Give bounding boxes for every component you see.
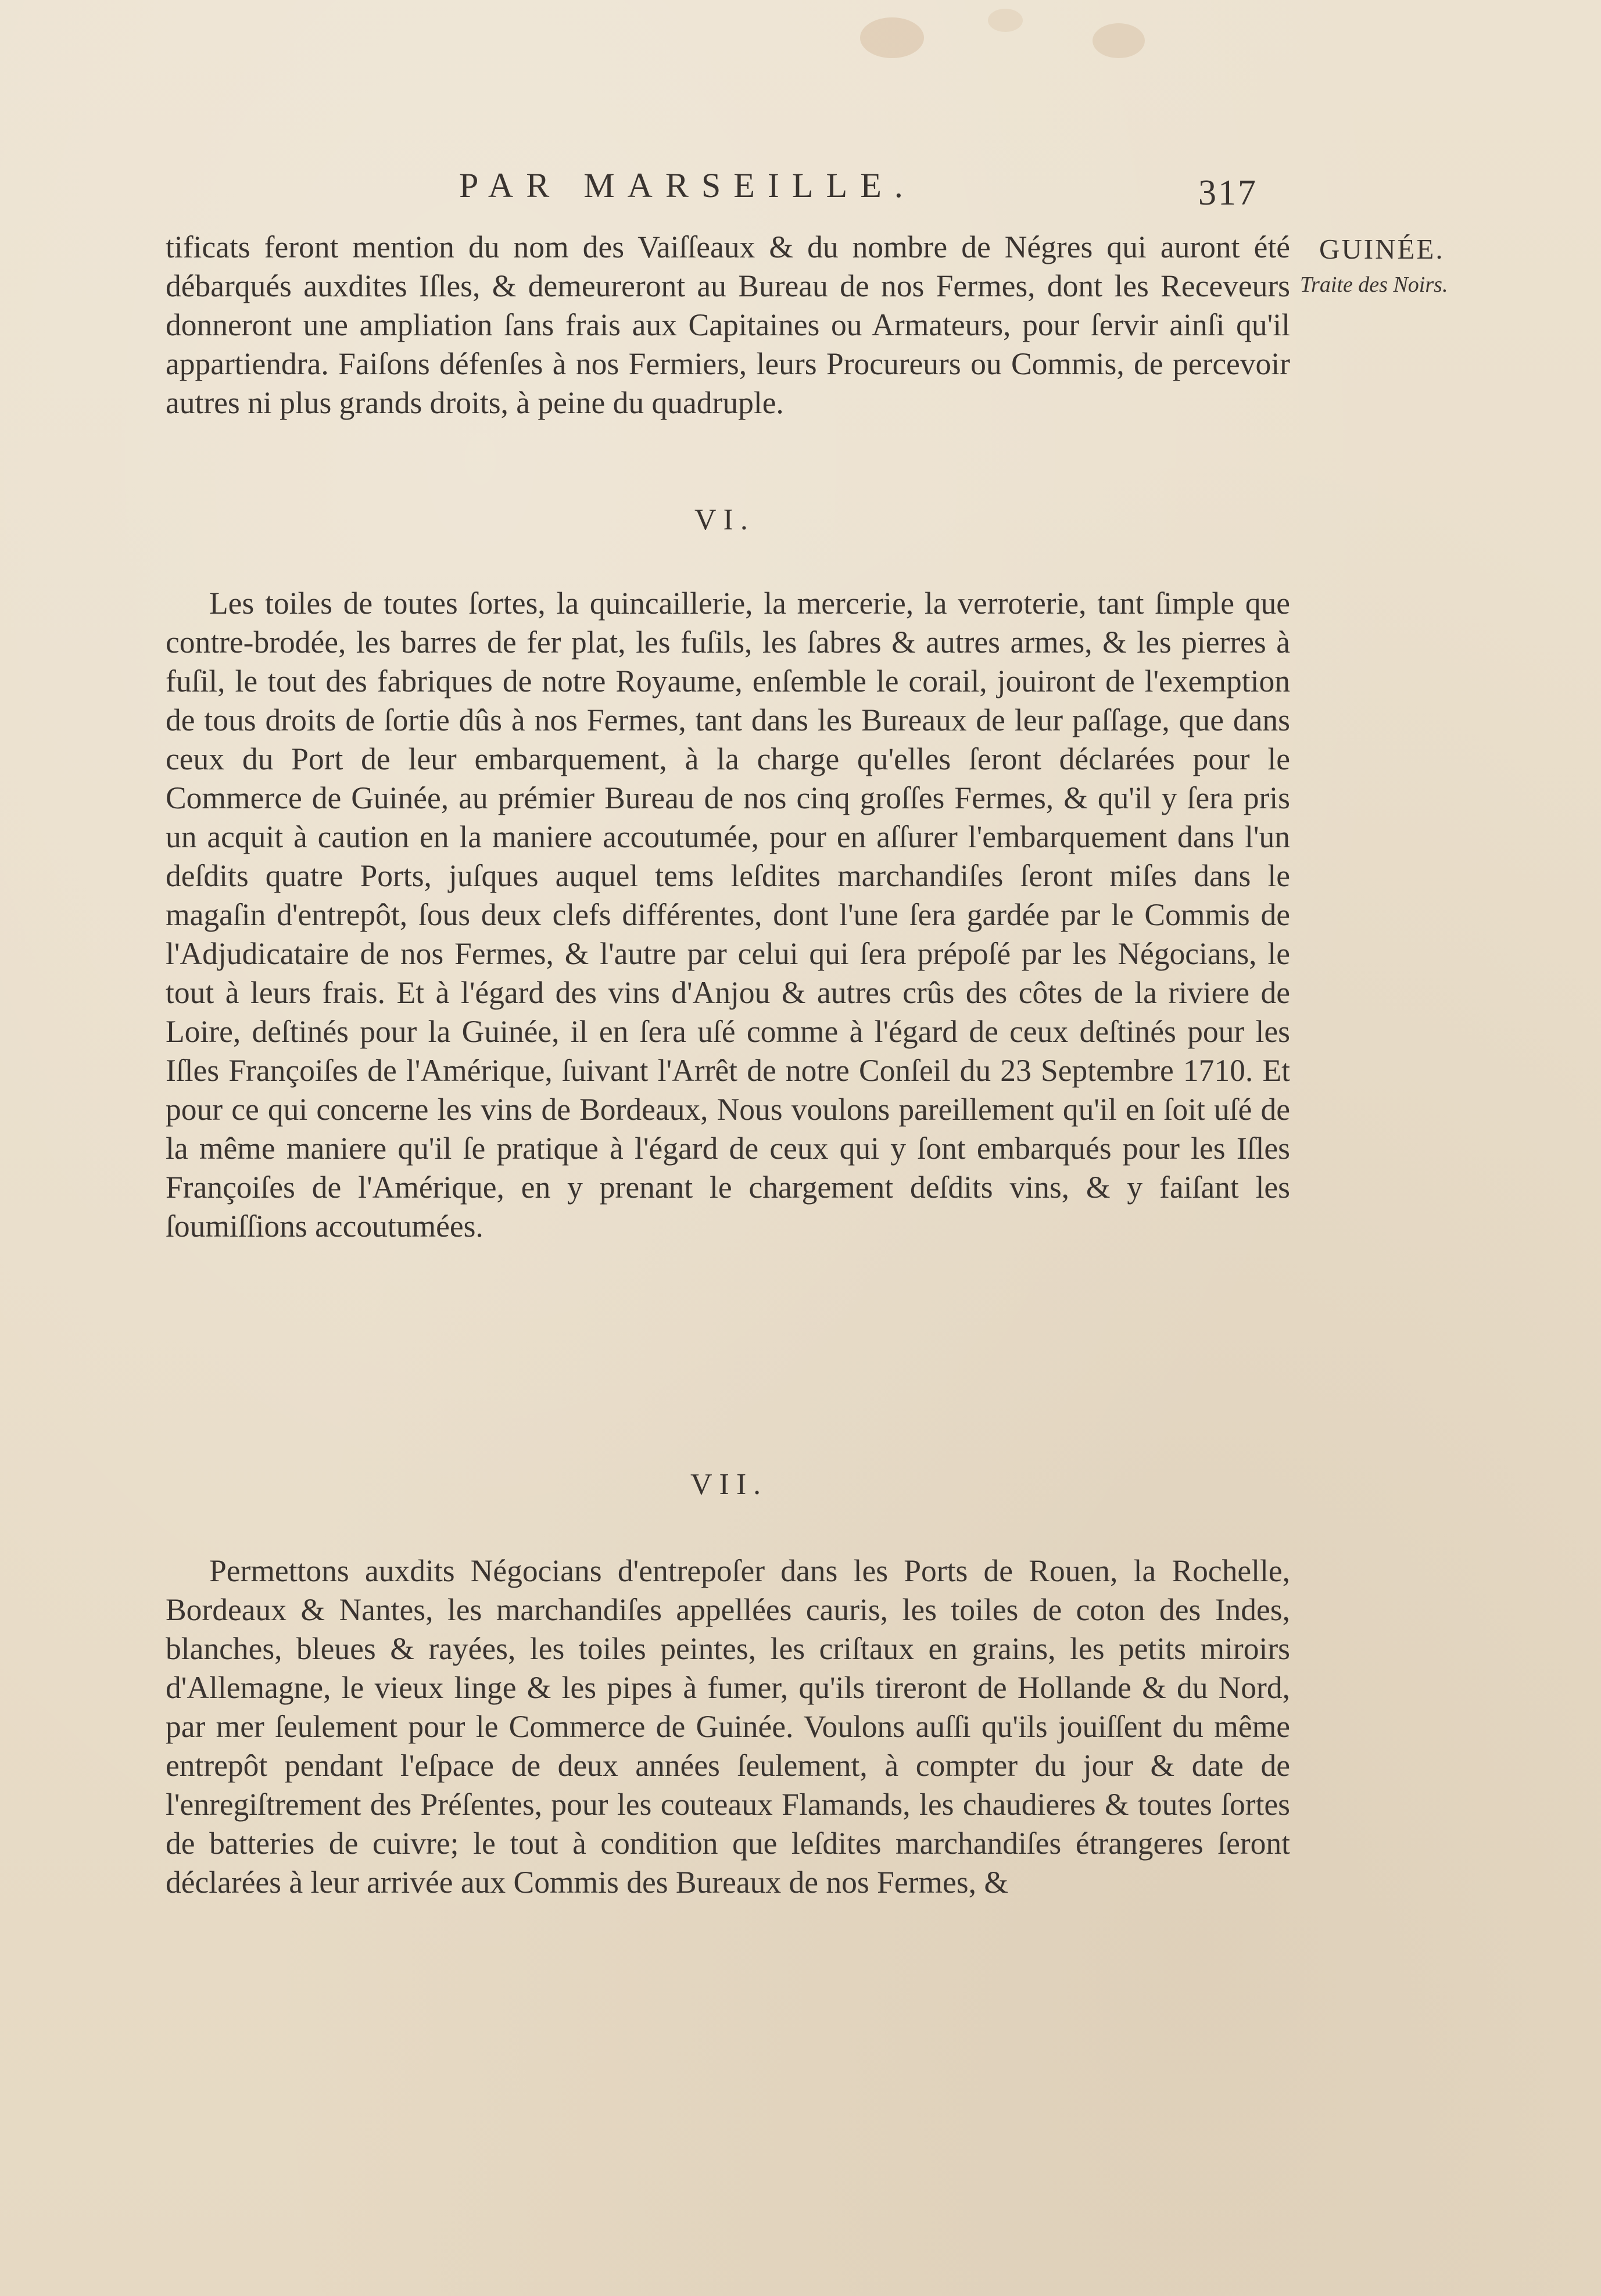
article-heading-vi: VI. [694,503,755,536]
paper-stain [860,17,924,58]
running-title: PAR MARSEILLE. [459,166,916,205]
paper-stain [988,9,1023,32]
paragraph-text: tificats feront mention du nom des Vaiſſeaux & du nombre de Négres qui auront été débarqués auxdites Iſles, & demeureront au Bureau de nos Fermes, dont les Receveurs donneront une ampliation ſans frais aux Capitaines ou Armateurs, pour ſervir ainſi qu'il appartiendra. Faiſons défenſes à nos Fermiers, leurs Procureurs ou Commis, de percevoir autres ni plus grands droits, à peine du quadruple. [166,230,1290,420]
article-heading-vii: VII. [690,1468,768,1501]
article-vi-paragraph [166,584,1290,1246]
margin-note-title: GUINÉE. [1319,233,1445,265]
margin-note-subtitle: Traite des Noirs. [1300,273,1448,297]
paragraph-text: Les toiles de toutes ſortes, la quincaillerie, la mercerie, la verroterie, tant ſimple que contre-brodée, les barres de fer plat, les fuſils, les ſabres & autres armes, & les pierres à fuſil, le tout des fabriques de notre Royaume, enſemble le corail, jouiront de l'exemption de tous droits de ſortie dûs à nos Fermes, tant dans les Bureaux de leur paſſage, que dans ceux du Port de leur embarquement, à la charge qu'elles ſeront déclarées pour le Commerce de Guinée, au prémier Bureau de nos cinq groſſes Fermes, & qu'il y ſera pris un acquit à caution en la maniere accoutumée, pour en aſſurer l'embarquement dans l'un deſdits quatre Ports, juſques auquel tems leſdites marchandiſes ſeront miſes dans le magaſin d'entrepôt, ſous deux clefs différentes, dont l'une ſera gardée par le Commis de l'Adjudicataire de nos Fermes, & l'autre par celui qui ſera prépoſé par les Négocians, le tout à leurs frais. Et à l'égard des vins d'Anjou & autres crûs des côtes de la riviere de Loire, deſtinés pour la Guinée, il en ſera uſé comme à l'égard de ceux deſtinés pour les Iſles Françoiſes de l'Amérique, ſuivant l'Arrêt de notre Conſeil du 23 Septembre 1710. Et pour ce qui concerne les vins de Bordeaux, Nous voulons pareillement qu'il en ſoit uſé de la même maniere qu'il ſe pratique à l'égard de ceux qui y ſont embarqués pour les Iſles Françoiſes de l'Amérique, en y prenant le chargement deſdits vins, & y faiſant les ſoumiſſions accoutumées. [166,586,1290,1244]
page-number: 317 [1198,173,1258,213]
article-vii-paragraph [166,1552,1290,1902]
continued-paragraph [166,228,1290,422]
paragraph-text: Permettons auxdits Négocians d'entrepoſer dans les Ports de Rouen, la Rochelle, Bordeaux & Nantes, les marchandiſes appellées cauris, les toiles de coton des Indes, blanches, bleues & rayées, les toiles peintes, les criſtaux en grains, les petits miroirs d'Allemagne, le vieux linge & les pipes à fumer, qu'ils tireront de Hollande & du Nord, par mer ſeulement pour le Commerce de Guinée. Voulons auſſi qu'ils jouiſſent du même entrepôt pendant l'eſpace de deux années ſeulement, à compter du jour & date de l'enregiſtrement des Préſentes, pour les couteaux Flamands, les chaudieres & toutes ſortes de batteries de cuivre; le tout à condition que leſdites marchandiſes étrangeres ſeront déclarées à leur arrivée aux Commis des Bureaux de nos Fermes, & [166,1553,1290,1900]
paper-stain [1093,23,1145,58]
